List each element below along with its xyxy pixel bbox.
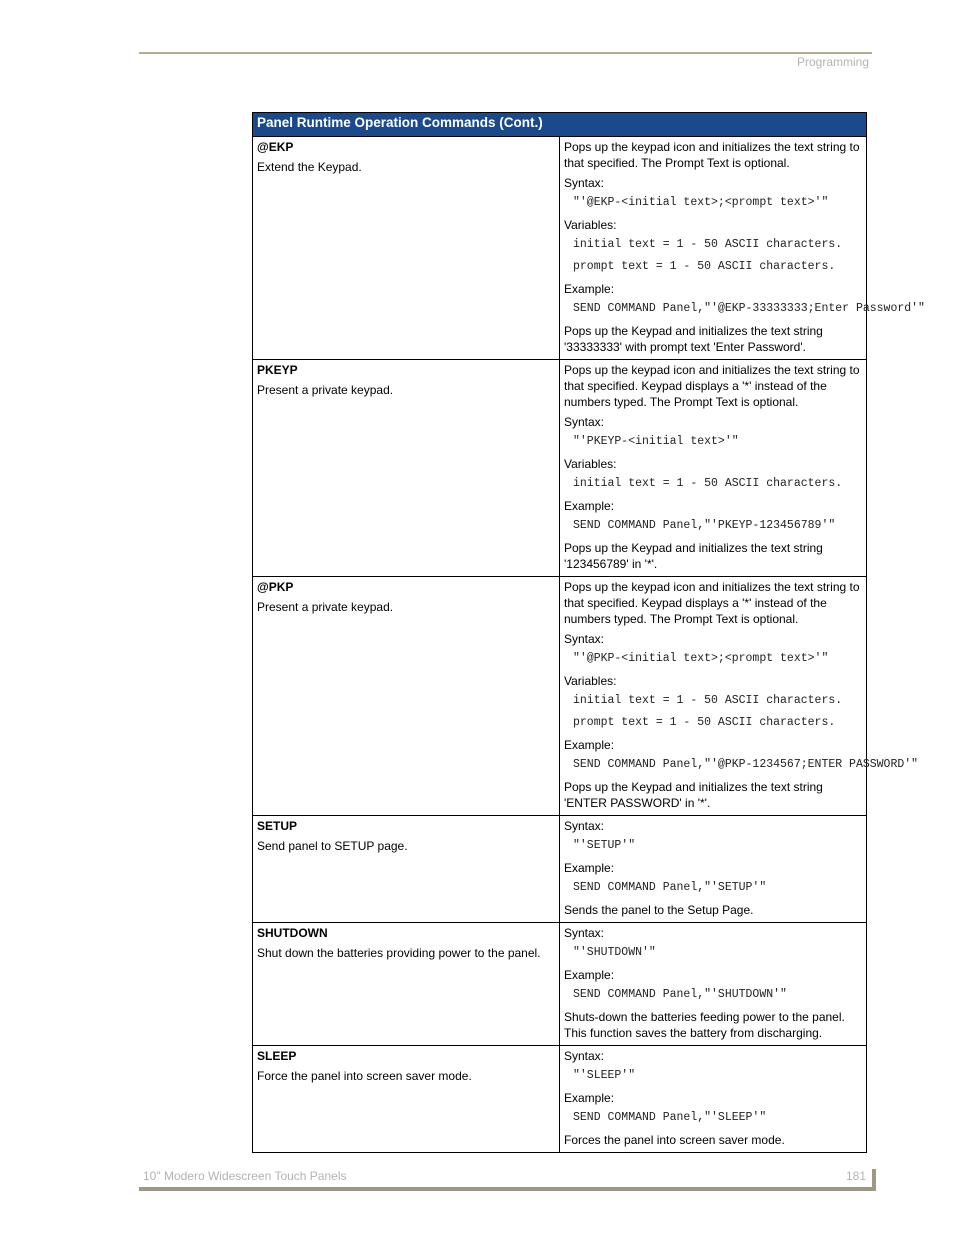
example-label: Example: [564, 1091, 615, 1105]
intro-text: Pops up the keypad icon and initializes the text string to that specified. The Prompt Text is optional. [564, 140, 860, 170]
variables-label: Variables: [564, 674, 617, 688]
example-label: Example: [564, 968, 615, 982]
result-text: Sends the panel to the Setup Page. [564, 903, 754, 917]
example-label: Example: [564, 861, 615, 875]
syntax-label: Syntax: [564, 926, 605, 940]
example-code: SEND COMMAND Panel,"'SHUTDOWN'" [573, 988, 787, 1001]
syntax-code: "'PKEYP-<initial text>'" [573, 435, 739, 448]
table-row [253, 137, 867, 360]
table-row [253, 923, 867, 1046]
command-name: @PKP [257, 580, 294, 594]
intro-text: Pops up the keypad icon and initializes the text string to that specified. Keypad displays a '*' instead of the numbers typed. The Prompt Text is optional. [564, 363, 860, 409]
syntax-code: "'@EKP-<initial text>;<prompt text>'" [573, 196, 829, 209]
command-cell [253, 1046, 560, 1153]
syntax-code: "'@PKP-<initial text>;<prompt text>'" [573, 652, 829, 665]
variable-line: prompt text = 1 - 50 ASCII characters. [573, 260, 836, 273]
page-number: 181 [846, 1169, 867, 1183]
command-name: SHUTDOWN [257, 926, 328, 940]
table-row [253, 577, 867, 816]
command-summary: Present a private keypad. [257, 383, 394, 397]
example-label: Example: [564, 738, 615, 752]
command-name: SLEEP [257, 1049, 297, 1063]
description-cell [560, 577, 919, 816]
example-label: Example: [564, 282, 615, 296]
syntax-label: Syntax: [564, 176, 605, 190]
footer-title: 10" Modero Widescreen Touch Panels [143, 1169, 347, 1183]
command-name: @EKP [257, 140, 294, 154]
syntax-code: "'SETUP'" [573, 839, 636, 852]
commands-table [252, 112, 925, 1153]
variable-line: initial text = 1 - 50 ASCII characters. [573, 694, 843, 707]
command-name: SETUP [257, 819, 298, 833]
result-text: Pops up the Keypad and initializes the text string 'ENTER PASSWORD' in '*'. [564, 780, 823, 810]
table-row [253, 816, 867, 923]
command-cell [253, 137, 560, 360]
command-cell [253, 923, 560, 1046]
result-text: Pops up the Keypad and initializes the text string '33333333' with prompt text 'Enter Password'. [564, 324, 823, 354]
description-cell [560, 923, 867, 1046]
example-code: SEND COMMAND Panel,"'@PKP-1234567;ENTER PASSWORD'" [573, 758, 919, 771]
description-cell [560, 1046, 867, 1153]
intro-text: Pops up the keypad icon and initializes the text string to that specified. Keypad displays a '*' instead of the numbers typed. The Prompt Text is optional. [564, 580, 860, 626]
command-cell [253, 360, 560, 577]
example-code: SEND COMMAND Panel,"'PKEYP-123456789'" [573, 519, 836, 532]
variable-line: initial text = 1 - 50 ASCII characters. [573, 238, 843, 251]
command-cell [253, 577, 560, 816]
syntax-label: Syntax: [564, 1049, 605, 1063]
command-summary: Extend the Keypad. [257, 160, 362, 174]
result-text: Pops up the Keypad and initializes the text string '123456789' in '*'. [564, 541, 823, 571]
command-summary: Present a private keypad. [257, 600, 394, 614]
example-code: SEND COMMAND Panel,"'@EKP-33333333;Enter Password'" [573, 302, 925, 315]
result-text: Shuts-down the batteries feeding power to the panel. This function saves the battery from discharging. [564, 1010, 845, 1040]
syntax-label: Syntax: [564, 415, 605, 429]
syntax-label: Syntax: [564, 632, 605, 646]
syntax-label: Syntax: [564, 819, 605, 833]
example-label: Example: [564, 499, 615, 513]
description-cell [560, 360, 867, 577]
table-row [253, 1046, 867, 1153]
section-label: Programming [796, 55, 869, 69]
header-rule [139, 52, 872, 54]
variables-label: Variables: [564, 218, 617, 232]
variables-label: Variables: [564, 457, 617, 471]
command-summary: Force the panel into screen saver mode. [257, 1069, 472, 1083]
table-title: Panel Runtime Operation Commands (Cont.) [253, 113, 867, 137]
variable-line: prompt text = 1 - 50 ASCII characters. [573, 716, 836, 729]
description-cell [560, 816, 867, 923]
variable-line: initial text = 1 - 50 ASCII characters. [573, 477, 843, 490]
example-code: SEND COMMAND Panel,"'SLEEP'" [573, 1111, 767, 1124]
syntax-code: "'SLEEP'" [573, 1069, 636, 1082]
description-cell [560, 137, 925, 360]
command-name: PKEYP [257, 363, 298, 377]
table-row [253, 360, 867, 577]
footer-rule [139, 1187, 876, 1191]
command-cell [253, 816, 560, 923]
command-summary: Shut down the batteries providing power to the panel. [257, 946, 541, 960]
command-summary: Send panel to SETUP page. [257, 839, 408, 853]
example-code: SEND COMMAND Panel,"'SETUP'" [573, 881, 767, 894]
result-text: Forces the panel into screen saver mode. [564, 1133, 785, 1147]
syntax-code: "'SHUTDOWN'" [573, 946, 656, 959]
